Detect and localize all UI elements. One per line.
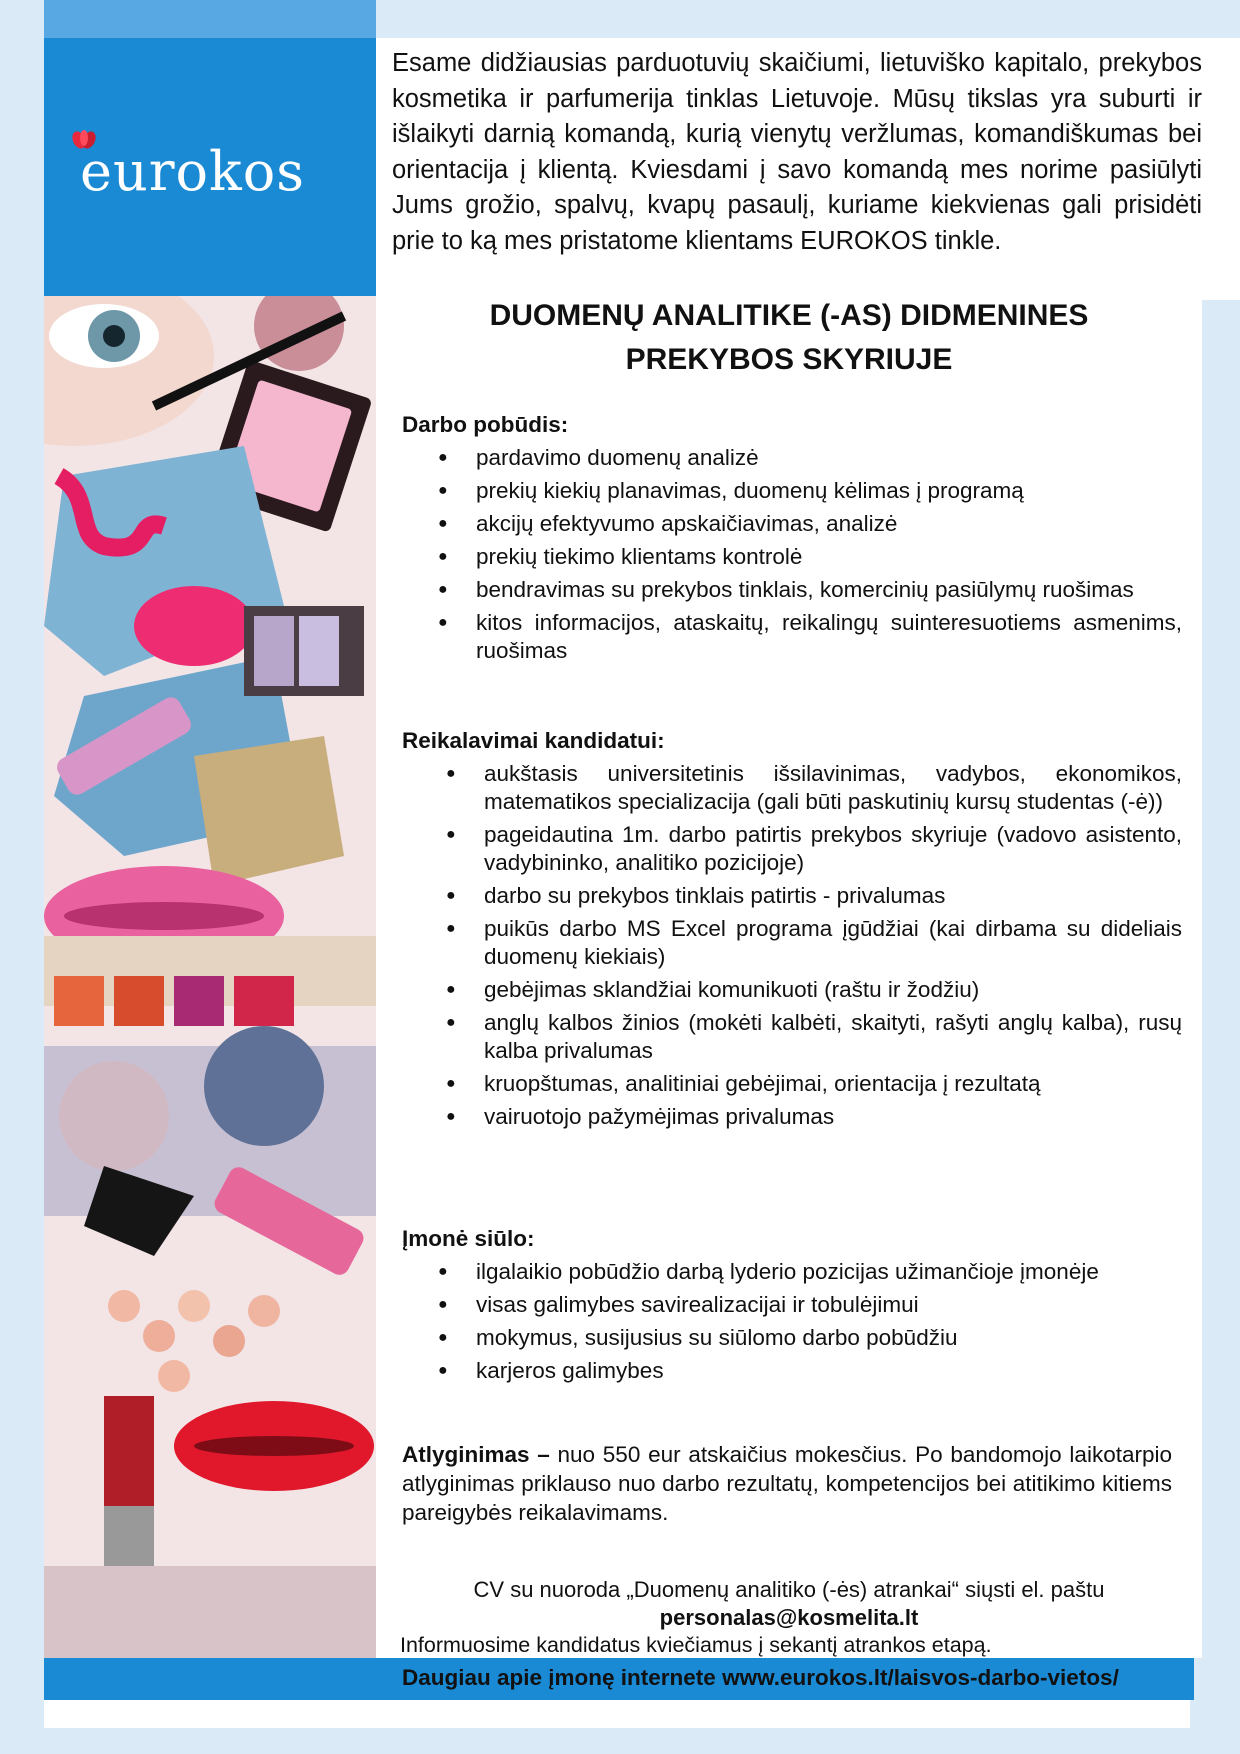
list-item: ● akcijų efektyvumo apskaičiavimas, analizė [402, 510, 1182, 538]
job-title [376, 294, 1202, 382]
cv-line: CV su nuoroda „Duomenų analitiko (-ės) atrankai“ siųsti el. paštu [473, 1577, 1105, 1602]
job-title-line1: DUOMENŲ ANALITIKE (-AS) DIDMENINES [489, 299, 1089, 332]
cv-instructions [376, 1576, 1202, 1632]
list-item: ● kruopštumas, analitiniai gebėjimai, orientacija į rezultatą [402, 1070, 1182, 1098]
salary-label: Atlyginimas – [402, 1442, 550, 1467]
list-item: ● prekių tiekimo klientams kontrolė [402, 543, 1182, 571]
background-bottom [0, 1728, 1240, 1754]
cosmetics-collage-image [44, 296, 376, 1658]
list-item: ● pageidautina 1m. darbo patirtis prekybos skyriuje (vadovo asistento, vadybininko, analitiko pozicijoje) [402, 821, 1182, 877]
intro-paragraph: Esame didžiausias parduotuvių skaičiumi, lietuviško kapitalo, prekybos kosmetika ir parfumerija tinklas Lietuvoje. Mūsų tikslas yra suburti ir išlaikyti darnią komandą, kurią vienytų veržlumas, komandiškumas bei orientacija į klientą. Kviesdami į savo komandą mes norime pasiūlyti Jums grožio, spalvų, kvapų pasaulį, kuriame kiekvienas gali prisidėti prie to ką mes pristatome klientams EUROKOS tinkle. [392, 49, 1202, 255]
salary-text: nuo 550 eur atskaičius mokesčius. Po bandomojo laikotarpio atlyginimas priklauso nuo darbo rezultatų, kompetencijos bei atitikimo kitiems pareigybės reikalavimams. [402, 1442, 1172, 1525]
list-item: ● ilgalaikio pobūdžio darbą lyderio pozicijas užimančioje įmonėje [402, 1258, 1182, 1286]
list-item: ● pardavimo duomenų analizė [402, 444, 1182, 472]
offer-section [402, 1226, 1182, 1390]
list-item: ● aukštasis universitetinis išsilavinimas, vadybos, ekonomikos, matematikos specializacija (gali būti paskutinių kursų studentas (-ė)) [402, 760, 1182, 816]
requirements-section [402, 728, 1182, 1136]
top-band [44, 0, 376, 38]
eurokos-logo: eurokos [80, 140, 306, 203]
list-item: ● karjeros galimybes [402, 1357, 1182, 1385]
requirements-heading: Reikalavimai kandidatui: [402, 728, 665, 753]
work-section [402, 412, 1182, 670]
list-item: ● prekių kiekių planavimas, duomenų kėlimas į programą [402, 477, 1182, 505]
background-left [0, 0, 44, 1754]
list-item: ● gebėjimas sklandžiai komunikuoti (raštu ir žodžiu) [402, 976, 1182, 1004]
work-heading: Darbo pobūdis: [402, 412, 569, 437]
list-item: ● puikūs darbo MS Excel programa įgūdžiai (kai dirbama su dideliais duomenų kiekiais) [402, 915, 1182, 971]
salary-paragraph [402, 1440, 1172, 1527]
list-item: ● kitos informacijos, ataskaitų, reikalingų suinteresuotiems asmenims, ruošimas [402, 609, 1182, 665]
list-item: ● vairuotojo pažymėjimas privalumas [402, 1103, 1182, 1131]
list-item: ● visas galimybes savirealizacijai ir tobulėjimui [402, 1291, 1182, 1319]
email-link[interactable]: personalas@kosmelita.lt [659, 1605, 919, 1630]
list-item: ● mokymus, susijusius su siūlomo darbo pobūdžiu [402, 1324, 1182, 1352]
inform-note: Informuosime kandidatus kviečiamus į sekantį atrankos etapą. [400, 1633, 992, 1657]
offer-heading: Įmonė siūlo: [402, 1226, 535, 1251]
more-info-link[interactable]: Daugiau apie įmonę internete www.eurokos.lt/laisvos-darbo-vietos/ [402, 1665, 1119, 1690]
job-title-line2: PREKYBOS SKYRIUJE [625, 343, 953, 376]
list-item: ● anglų kalbos žinios (mokėti kalbėti, skaityti, rašyti anglų kalba), rusų kalba privalumas [402, 1009, 1182, 1065]
list-item: ● bendravimas su prekybos tinklais, komercinių pasiūlymų ruošimas [402, 576, 1182, 604]
list-item: ● darbo su prekybos tinklais patirtis - privalumas [402, 882, 1182, 910]
